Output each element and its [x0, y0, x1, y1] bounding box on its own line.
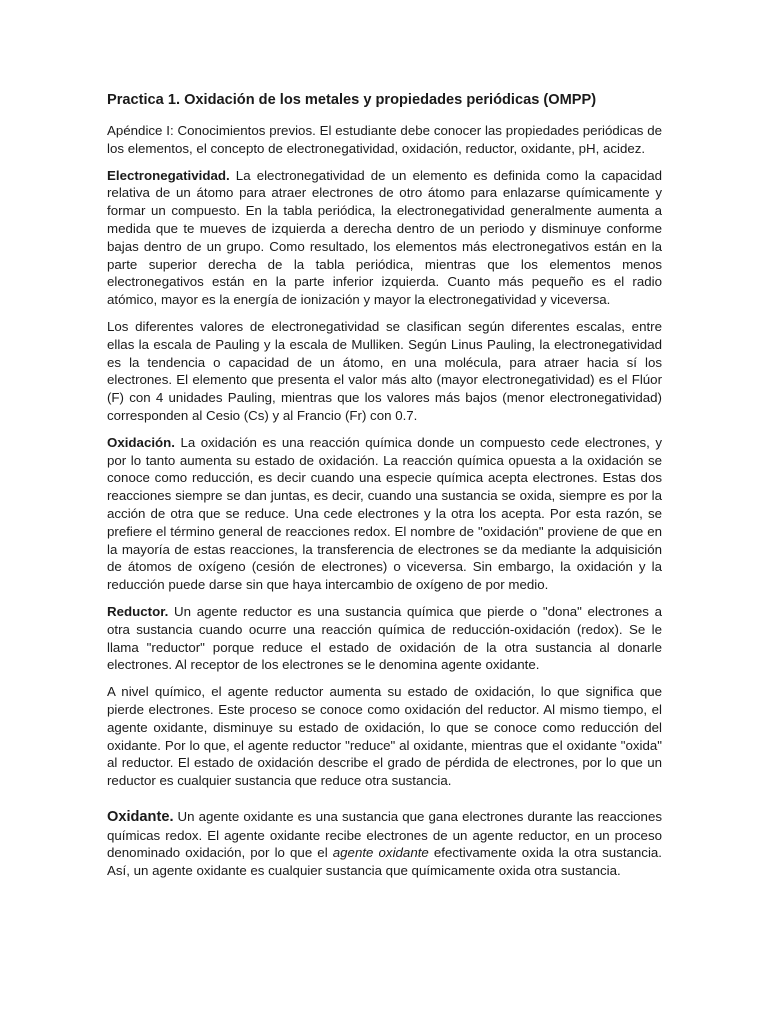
oxidante-heading: Oxidante.	[107, 808, 174, 825]
electronegatividad-paragraph	[107, 167, 662, 309]
oxidante-body-1: Un agente oxidante es una sustancia que gana electrones durante las reacciones químicas redox. El agente oxidante recibe electrones de un agente reductor, en un proceso denominado oxidación, por lo que el	[107, 808, 662, 861]
reductor-paragraph	[107, 603, 662, 674]
oxidante-paragraph	[107, 808, 662, 880]
apendice-paragraph: Apéndice I: Conocimientos previos. El estudiante debe conocer las propiedades periódicas de los elementos, el concepto de electronegatividad, oxidación, reductor, oxidante, pH, acidez.	[107, 123, 662, 156]
reductor-body: Un agente reductor es una sustancia química que pierde o "dona" electrones a otra sustancia cuando ocurre una reacción química de reducción-oxidación (redox). Se le llama "reductor" porque reduce el estado de oxidación de la otra sustancia al donarle electrones. Al receptor de los electrones se le denomina agente oxidante.	[107, 603, 662, 673]
document-page	[107, 90, 662, 880]
document-title: Practica 1. Oxidación de los metales y propiedades periódicas (OMPP)	[107, 92, 597, 108]
nivel-quimico-paragraph: A nivel químico, el agente reductor aumenta su estado de oxidación, lo que significa que pierde electrones. Este proceso se conoce como oxidación del reductor. Al mismo tiempo, el agente oxidante, disminuye su estado de oxidación, lo que se conoce como reducción del oxidante. Por lo que, el agente reductor "reduce" al oxidante, mientras que el oxidante "oxida" al reductor. El estado de oxidación describe el grado de pérdida de electrones, por lo que un reductor es cualquier sustancia que reduce otra sustancia.	[107, 684, 662, 789]
oxidante-body-2: efectivamente oxida la otra sustancia. Así, un agente oxidante es cualquier sustancia que químicamente oxida otra sustancia.	[107, 845, 663, 879]
oxidacion-heading: Oxidación.	[107, 434, 175, 450]
electronegatividad-body: La electronegatividad de un elemento es definida como la capacidad relativa de un átomo para atraer electrones de otro átomo para enlazarse químicamente y formar un compuesto. En la tabla periódica, la electronegatividad generalmente aumenta a medida que te mueves de izquierda a derecha dentro de un periodo y disminuye conforme bajas dentro de un grupo. Como resultado, los elementos más electronegativos están en la parte superior derecha de la tabla periódica, mientras que los elementos menos electronegativos están en la parte inferior izquierda. Cuanto más pequeño es el radio atómico, mayor es la energía de ionización y mayor la electronegatividad y viceversa.	[107, 167, 662, 308]
escalas-paragraph: Los diferentes valores de electronegatividad se clasifican según diferentes escalas, entre ellas la escala de Pauling y la escala de Mulliken. Según Linus Pauling, la electronegatividad es la tendencia o capacidad de un átomo, en una molécula, para atraer hacia sí los electrones. El elemento que presenta el valor más alto (mayor electronegatividad) es el Flúor (F) con 4 unidades Pauling, mientras que los valores más bajos (menor electronegatividad) corresponden al Cesio (Cs) y al Francio (Fr) con 0.7.	[107, 318, 662, 423]
oxidacion-paragraph	[107, 434, 662, 594]
oxidacion-body: La oxidación es una reacción química donde un compuesto cede electrones, y por lo tanto aumenta su estado de oxidación. La reacción química opuesta a la oxidación se conoce como reducción, es decir cuando una especie química acepta electrones. Estas dos reacciones siempre se dan juntas, es decir, cuando una sustancia se oxida, siempre es por la acción de otra que se reduce. Una cede electrones y la otra los acepta. Por esta razón, se prefiere el término general de reacciones redox. El nombre de "oxidación" proviene de que en la mayoría de estas reacciones, la transferencia de electrones se da mediante la adquisición de átomos de oxígeno (cesión de electrones) o viceversa. Sin embargo, la oxidación y la reducción puede darse sin que haya intercambio de oxígeno de por medio.	[107, 434, 662, 593]
oxidante-italic-term: agente oxidante	[332, 845, 429, 861]
reductor-heading: Reductor.	[107, 603, 169, 619]
electronegatividad-heading: Electronegatividad.	[107, 167, 230, 183]
